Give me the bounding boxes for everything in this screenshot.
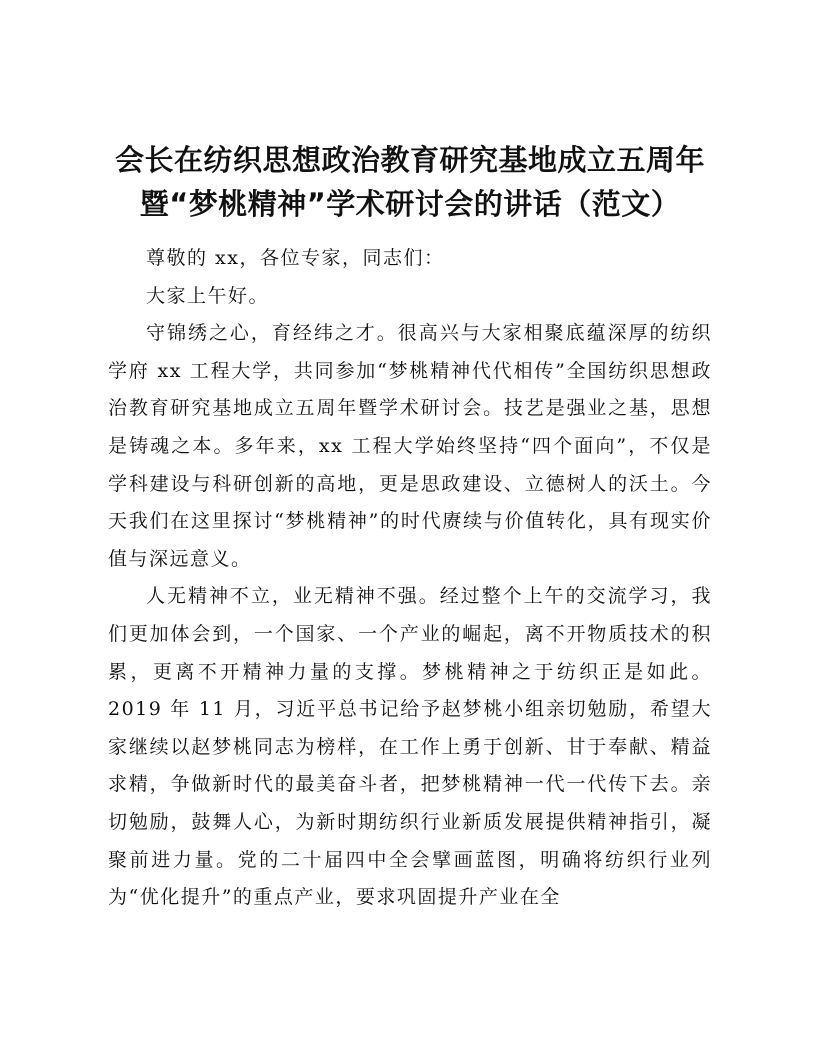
body-paragraph: 人无精神不立，业无精神不强。经过整个上午的交流学习，我们更加体会到，一个国家、一个产业的崛起，离不开物质技术的积累，更离不开精神力量的支撑。梦桃精神之于纺织正是如此。2019 年 11 月，习近平总书记给予赵梦桃小组亲切勉励，希望大家继续以赵梦桃同志为榜样，在工作上勇于创新、甘于奉献、精益求精，争做新时代的最美奋斗者，把梦桃精神一代一代传下去。亲切勉励，鼓舞人心，为新时期纺织行业新质发展提供精神指引，凝聚前进力量。党的二十届四中全会擘画蓝图，明确将纺织行业列为“优化提升”的重点产业，要求巩固提升产业在全 (108, 585, 712, 909)
title-line-1: 会长在纺织思想政治教育研究基地成立五周年 (114, 143, 705, 177)
document-title (100, 138, 720, 226)
document-body (108, 240, 712, 917)
body-paragraph: 守锦绣之心，育经纬之才。很高兴与大家相聚底蕴深厚的纺织学府 xx 工程大学，共同参加“梦桃精神代代相传”全国纺织思想政治教育研究基地成立五周年暨学术研讨会。技艺是强业之基，思想是铸魂之本。多年来，xx 工程大学始终坚持“四个面向”，不仅是学科建设与科研创新的高地，更是思政建设、立德树人的沃土。今天我们在这里探讨“梦桃精神”的时代赓续与价值转化，具有现实价值与深远意义。 (108, 322, 712, 570)
greeting-paragraph: 大家上午好。 (146, 284, 270, 307)
title-line-2: 暨“梦桃精神”学术研讨会的讲话（范文） (139, 187, 681, 221)
salutation-paragraph: 尊敬的 xx，各位专家，同志们： (146, 247, 445, 269)
